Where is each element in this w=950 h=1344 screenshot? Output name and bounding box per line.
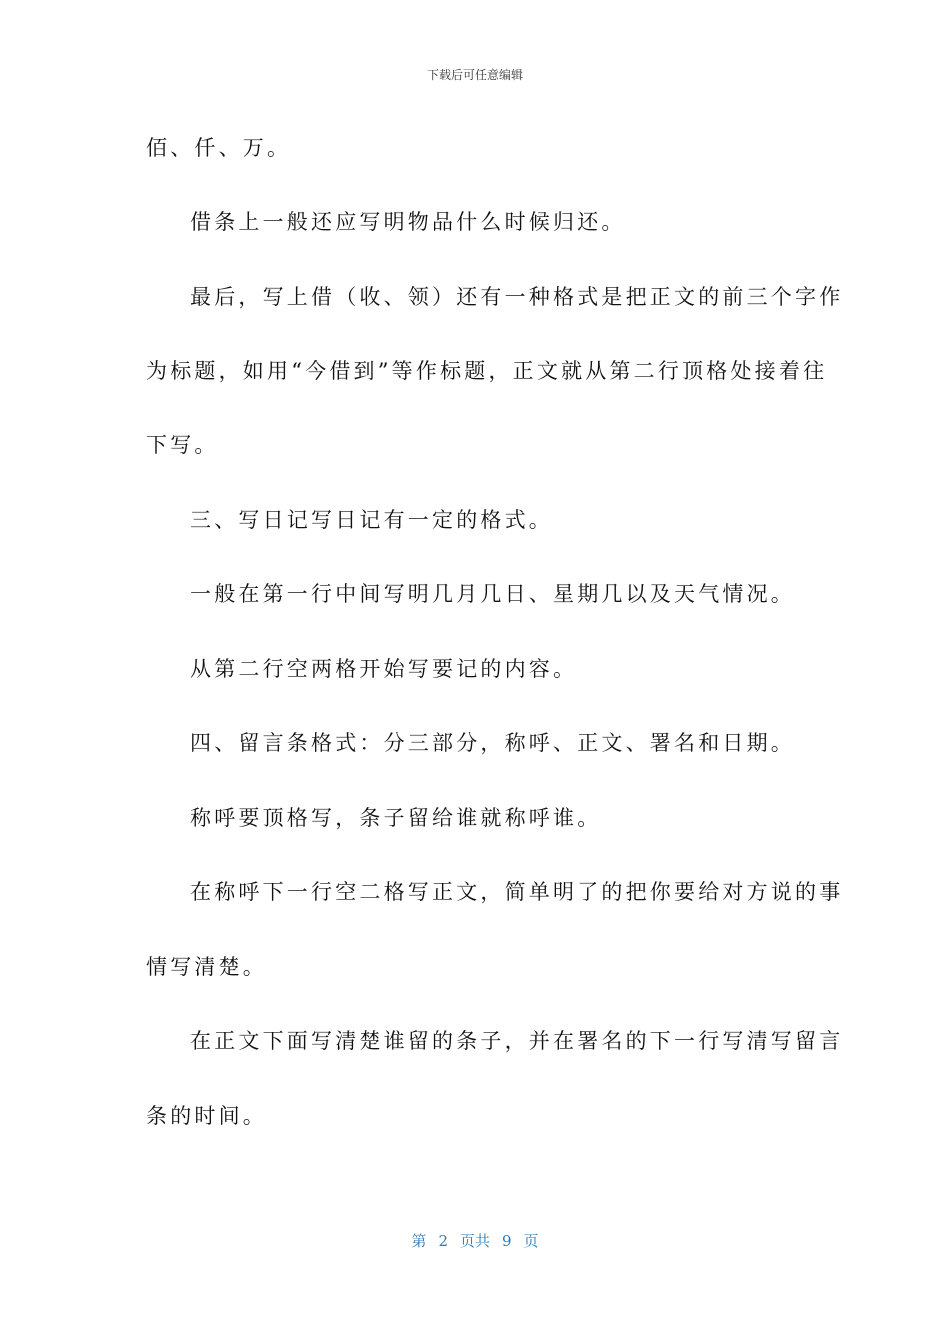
body-line: 佰、仟、万。 (146, 136, 292, 160)
body-line: 一般在第一行中间写明几月几日、星期几以及天气情况。 (190, 582, 795, 606)
body-line: 四、留言条格式：分三部分，称呼、正文、署名和日期。 (190, 731, 795, 755)
body-line: 三、写日记写日记有一定的格式。 (190, 508, 553, 532)
footer-prefix: 第 (411, 1232, 427, 1250)
body-line: 情写清楚。 (146, 955, 267, 979)
body-line: 借条上一般还应写明物品什么时候归还。 (190, 210, 626, 234)
body-line: 下写。 (146, 433, 219, 457)
footer-page-number: 2 (438, 1232, 448, 1250)
page-header: 下载后可任意编辑 (426, 68, 523, 82)
body-line: 在称呼下一行空二格写正文，简单明了的把你要给对方说的事 (190, 880, 844, 904)
body-line: 为标题，如用“今借到”等作标题，正文就从第二行顶格处接着往 (146, 359, 828, 383)
body-line: 称呼要顶格写，条子留给谁就称呼谁。 (190, 806, 602, 830)
page-footer (0, 1230, 950, 1251)
footer-total-pages: 9 (502, 1232, 512, 1250)
body-line: 最后，写上借（收、领）还有一种格式是把正文的前三个字作 (190, 285, 844, 309)
body-line: 从第二行空两格开始写要记的内容。 (190, 657, 578, 681)
footer-middle: 页共 (459, 1232, 490, 1250)
body-line: 条的时间。 (146, 1104, 267, 1128)
footer-suffix: 页 (523, 1232, 539, 1250)
body-line: 在正文下面写清楚谁留的条子，并在署名的下一行写清写留言 (190, 1029, 844, 1053)
